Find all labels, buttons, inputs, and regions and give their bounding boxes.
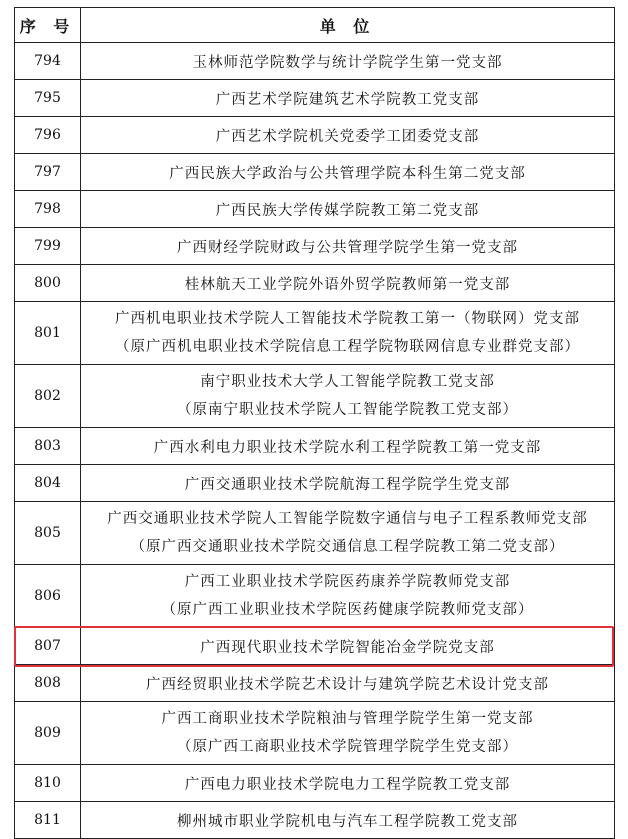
unit-name-cell xyxy=(81,80,615,117)
unit-name-cell xyxy=(81,117,615,154)
unit-name-cell xyxy=(81,228,615,265)
unit-name-text: 广西经贸职业技术学院艺术设计与建筑学院艺术设计党支部 xyxy=(146,676,549,693)
serial-number-cell: 796 xyxy=(15,117,81,154)
unit-name-cell xyxy=(81,191,615,228)
table-row xyxy=(15,502,615,565)
unit-name-cell xyxy=(81,628,615,665)
table-row xyxy=(15,117,615,154)
serial-number-cell: 799 xyxy=(15,228,81,265)
serial-number-cell: 806 xyxy=(15,565,81,628)
serial-number-cell: 811 xyxy=(15,802,81,839)
unit-name-text: 广西交通职业技术学院人工智能学院数字通信与电子工程系教师党支部 xyxy=(107,511,588,527)
unit-name-text: 玉林师范学院数学与统计学院学生第一党支部 xyxy=(192,54,503,71)
unit-name-text: 南宁职业技术大学人工智能学院教工党支部 xyxy=(200,374,495,390)
header-unit: 单 位 xyxy=(81,8,615,43)
serial-number-cell: 802 xyxy=(15,365,81,428)
unit-name-cell xyxy=(81,565,615,628)
table-row xyxy=(15,302,615,365)
unit-name-cell xyxy=(81,365,615,428)
unit-name-text: 广西民族大学传媒学院教工第二党支部 xyxy=(215,202,480,219)
unit-name-cell xyxy=(81,765,615,802)
unit-name-cell xyxy=(81,43,615,80)
unit-name-text: 广西现代职业技术学院智能冶金学院党支部 xyxy=(200,639,495,656)
unit-name-text: 广西工商职业技术学院粮油与管理学院学生第一党支部 xyxy=(161,711,534,727)
former-unit-name-text: （原广西机电职业技术学院信息工程学院物联网信息专业群党支部） xyxy=(115,339,580,355)
table-row xyxy=(15,565,615,628)
unit-name-text: 广西机电职业技术学院人工智能技术学院教工第一（物联网）党支部 xyxy=(115,311,580,327)
unit-name-text: 广西财经学院财政与公共管理学院学生第一党支部 xyxy=(177,239,518,256)
table-row xyxy=(15,702,615,765)
serial-number-cell: 803 xyxy=(15,428,81,465)
unit-name-text: 广西民族大学政治与公共管理学院本科生第二党支部 xyxy=(169,165,526,182)
unit-name-cell xyxy=(81,428,615,465)
table-row xyxy=(15,802,615,839)
former-unit-name-text: （原南宁职业技术学院人工智能学院教工党支部） xyxy=(177,402,518,418)
unit-name-text: 广西工业职业技术学院医药康养学院教师党支部 xyxy=(184,574,511,590)
serial-number-cell: 800 xyxy=(15,265,81,302)
table-header-row xyxy=(15,8,615,43)
table-row xyxy=(15,465,615,502)
serial-number-cell: 804 xyxy=(15,465,81,502)
serial-number-cell: 805 xyxy=(15,502,81,565)
unit-name-cell xyxy=(81,265,615,302)
unit-name-cell xyxy=(81,154,615,191)
table-row xyxy=(15,665,615,702)
serial-number-cell: 797 xyxy=(15,154,81,191)
former-unit-name-text: （原广西交通职业技术学院交通信息工程学院教工第二党支部） xyxy=(130,539,565,555)
unit-name-cell xyxy=(81,465,615,502)
table-row xyxy=(15,154,615,191)
unit-name-text: 桂林航天工业学院外语外贸学院教师第一党支部 xyxy=(184,276,511,293)
serial-number-cell: 794 xyxy=(15,43,81,80)
unit-name-cell xyxy=(81,665,615,702)
table-row xyxy=(15,628,615,665)
unit-name-cell xyxy=(81,302,615,365)
serial-number-cell: 810 xyxy=(15,765,81,802)
unit-name-cell xyxy=(81,702,615,765)
table-row xyxy=(15,365,615,428)
unit-name-text: 柳州城市职业学院机电与汽车工程学院教工党支部 xyxy=(177,813,518,830)
serial-number-cell: 807 xyxy=(15,628,81,665)
unit-name-text: 广西艺术学院机关党委学工团委党支部 xyxy=(215,128,480,145)
serial-number-cell: 809 xyxy=(15,702,81,765)
table-row xyxy=(15,765,615,802)
table-row xyxy=(15,428,615,465)
serial-number-cell: 795 xyxy=(15,80,81,117)
unit-name-cell xyxy=(81,802,615,839)
table-row xyxy=(15,80,615,117)
unit-name-text: 广西艺术学院建筑艺术学院教工党支部 xyxy=(215,91,480,108)
former-unit-name-text: （原广西工商职业技术学院管理学院学生党支部） xyxy=(177,739,518,755)
table-row xyxy=(15,228,615,265)
serial-number-cell: 798 xyxy=(15,191,81,228)
table-body xyxy=(15,43,615,839)
unit-name-text: 广西水利电力职业技术学院水利工程学院教工第一党支部 xyxy=(153,439,542,456)
unit-name-text: 广西交通职业技术学院航海工程学院学生党支部 xyxy=(184,476,511,493)
unit-list-table xyxy=(14,7,615,839)
serial-number-cell: 808 xyxy=(15,665,81,702)
header-serial-number: 序 号 xyxy=(15,8,81,43)
document-table-container xyxy=(14,7,614,839)
table-row xyxy=(15,265,615,302)
unit-name-text: 广西电力职业技术学院电力工程学院教工党支部 xyxy=(184,776,511,793)
table-row xyxy=(15,191,615,228)
table-row xyxy=(15,43,615,80)
unit-name-cell xyxy=(81,502,615,565)
serial-number-cell: 801 xyxy=(15,302,81,365)
former-unit-name-text: （原广西工业职业技术学院医药健康学院教师党支部） xyxy=(161,602,534,618)
